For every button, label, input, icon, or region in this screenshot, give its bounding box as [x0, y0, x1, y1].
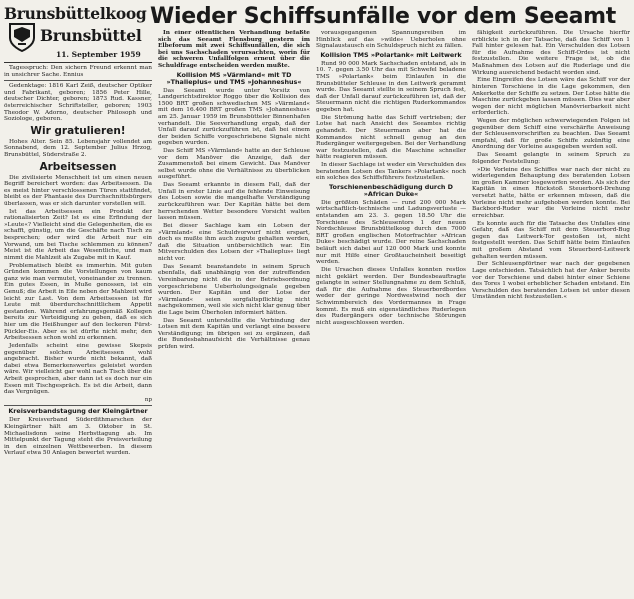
article-paragraph: Der Schleusenpförtner war nach der gegebenen Lage entschieden. Tatsächlich hat der Anker bereits vor der Torschiene und dabei hinter einer Schiene des Tores 1 wobei erheblicher Schaden entstand. Ein Verschulden des beratenden Lotsen ist unter diesen Umständen nicht festzustellen.« [472, 261, 630, 301]
article-paragraph: Die größten Schäden — rund 200 000 Mark wirtschaftlich-technische und Ladungsverluste — entstanden am 23. 3. gegen 18.50 Uhr die Torschiene des Schleusentors 1 der neuen Nordschleuse Brunsbüttelkoog durch den 7000 BRT großen englischen Motorfrachter »African Duke« beschädigt wurde. Der reine Sachschaden beläuft sich dabei auf 120 000 Mark und konnte nur mit Hilfe einer Großtaucheinheit beseitigt werden. [316, 199, 466, 266]
divider [4, 405, 152, 406]
article-paragraph: »Die Vorleine des Schiffes war nach der nicht zu widerlegenden Behauptung des beratenden Lotsen im großen Kammer losgeworfen worden. Als sich der Kapitän in einen Rückstoß Steuerbord-Drehung versetzt hatte, hätte er erkennen müssen, daß die Vorleine nicht mehr aufgehoben werden konnte. Bei Backbord-Ruder war die Vorleine nicht mehr erreichbar. [472, 166, 630, 219]
gratulieren-heading: Wir gratulieren! [30, 124, 126, 137]
kollision-heading: Kollision MS »Värmland« mit TD »Thalieplus« und TMS »Johanneshus« [166, 70, 302, 86]
african-duke-heading: Torschienenbeschädigung durch D »African Duke« [329, 182, 453, 198]
gedenktage: Gedenktage: 1816 Karl Zeiß, deutscher Optiker und Fabrikant, geboren; 1856 Peter Hille, deutscher Dichter, geboren; 1873 Rud. Kassner, österreichischer Schriftsteller, geboren; 1903 Theodor W. Adorno, deutscher Philosoph und Soziologe, geboren. [4, 83, 152, 123]
article-paragraph: Die Strömung hatte das Schiff vertrieben; der Lotse hat nach Ansicht des Seeamtes richtig gehandelt. Der Steuermann aber hat die Kommandos nicht schnell genug an den Rudergänger weitergegeben. Bei der Verhandlung war festzustellen, daß die Maschine schneller hätte reagieren müssen. [316, 114, 466, 161]
article-paragraph: fähigkeit zurückzuführen. Die Ursache hierfür erblickte ich in der Tatsache, daß das Schiff von 1 Fall hinter gelesen hat. Ein Verschulden des Lotsen für die Aufnahme des Schiff-Ordes ist nicht festzustellen. Die weitere Frage ist, ob die Maßnahmen des Lotsen auf die Ruderlage und die Wirkung ausreichend bedacht worden sind. [472, 30, 630, 76]
article-paragraph: Das Seeamt unterstellte die Verbindung der Lotsen mit dem Kapitän und verlangt eine bessere Verständigung; im übrigen sei zu ergänzen, daß die Bundesbahnaufsicht die Verhältnisse genau prüfen wird. [158, 317, 310, 351]
kreisverband-text: Der Kreisverband Süderdithmarschen der Kleingärtner hält am 3. Oktober in St. Michaelisdonn seine Herbsttagung ab. Im Mittelpunkt der Tagung steht die Preisverteilung in den einzelnen Wettbewerben. In diesem Verlauf etwa 50 Anlagen bewertet wurden. [4, 417, 152, 457]
divider [4, 62, 152, 63]
article-paragraph: Das Seeamt erkannte in diesem Fall, daß der Unfall in erster Linie auf die fehlende Einweisung des Lotsen sowie die mangelhafte Verständigung zurückzuführen war. Der Kapitän hätte bei dem herrschenden Wetter besondere Vorsicht walten lassen müssen. [158, 182, 310, 222]
article-paragraph: Eine Eingreifen des Lotsen wäre das Schiff vor der hinteren Torschiene in die Lage gekommen, den Ankerkette der Schiffe zu setzen. Der Lotse hätte die Maschine zurückgeben lassen müssen. Dies war aber wegen der nicht möglichen Manövrierbarkeit nicht erforderlich. [472, 77, 630, 117]
divider [4, 80, 152, 81]
issue-date: 11. September 1959 [56, 50, 141, 59]
masthead-title-line2: Brunsbüttel [40, 26, 142, 45]
page-headline: Wieder Schiffsunfälle vor dem Seeamt [150, 4, 617, 29]
article-intro: In einer öffentlichen Verhandlung befaßte sich das Seeamt Flensburg gestern im Elbeforum mit zwei Schiffsunfällen, die sich bei uns Sachschaden verursachten, worin für die schweren Unfallfolgen erneut über die Schuldfrage entscheiden werden mußte. [158, 30, 310, 69]
article-paragraph: Rund 90 000 Mark Sachschaden entstand, als in 10. 7. gegen 3.50 Uhr das mit Schwefel beladene TMS »Polartank« beim Einlaufen in die Brunsbütteler Schleuse in den Leitwerk gerammt wurde. Das Seeamt stellte in seinem Spruch fest, daß der Unfall darauf zurückzuführen ist, daß der Steuermann nicht die richtigen Ruderkommandos gegeben hat. [316, 60, 466, 113]
arbeitsessen-paragraph: Problematisch bleibt es immerhin. Mit guten Gründen kommen die Vorstellungen von kaum ganz wie man vermutet, voneinander zu trennen. Ein gutes Essen, in Muße genossen, ist ein Genuß; die Arbeit in Eile neben der Mahlzeit wird leicht zur Last. Von dem Arbeitsessen ist für Leute mit überdurchschnittlichem Appetit gestanden. Während erfahrungsgemäß Kollegen bereits zur Verteidigung zu geben, daß es sich hier um die Heißhunger auf den leckeren Fürst-Pückler-Eis. Aber es ist dürfte nicht mehr, den Arbeitsessen schon wohl zu erkennen. [4, 262, 152, 342]
author-signature: np [144, 396, 152, 403]
article-paragraph: Das Seeamt beanstandete in seinem Spruch ebenfalls, daß unabhängig von der zutreffenden Vereinbarung nicht die in der Betriebsordnung vorgeschriebene Ueberholungssignale gegeben wurden. Der Kapitän und der Lotse der »Värmland« seien sorgfaltspflichtig nicht nachgekommen, weil sie sich nicht klar genug über die Lage beim Überholen informiert hätten. [158, 263, 310, 316]
gratulieren-text: Hohes Alter. Sein 85. Lebensjahr vollendet am Sonnabend, dem 12. September Julius Hrzog, Brunsbüttel, Süderstraße 2. [4, 138, 152, 158]
article-paragraph: Bei dieser Sachlage kam ein Lotsen der »Värmland« eine Schuldvorwurf nicht erspart, doch es mußte ihm auch zugute gehalten werden, daß die Situation unübersichtlich war. Ein Mitverschulden des Lotsen der »Thalieplus« liegt nicht vor. [158, 223, 310, 262]
column-2 [158, 30, 310, 595]
article-paragraph: Das Seeamt gelangte in seinem Spruch zu folgender Feststellung: [472, 152, 630, 165]
article-paragraph: Wegen der möglichen schwerwiegenden Folgen ist gegenüber dem Schiff eine verschärfte Anweisung der Schleusenvorschriften zu beachten. Das Seeamt empfahl, daß für große Schiffe zukünftig eine Anordnung der Vorleine ausgegeben werden soll. [472, 118, 630, 151]
tagesspruch: Tagesspruch: Den sichern Freund erkennt man in unsichrer Sache. Ennius [4, 65, 152, 78]
masthead [4, 4, 146, 62]
arbeitsessen-paragraph: Ist das Arbeitsessen ein Produkt der rationalisierten Zeit? Ist es eine Erfindung der »Leute«? Vielleicht sind die Gelegenheiten, die es schafft, günstig, um die Geschäfte nach Tisch zu besprechen; oder wird die Arbeit nur ein Vorwand, um bei Tische schlemmen zu können? Meist ist die Arbeit das Wesentliche, und man nimmt die Mahlzeit als Zugabe mit in Kauf. [4, 208, 152, 261]
article-paragraph: Es konnte auch für die Tatsache des Unfalles eine Gefahr, daß das Schiff mit dem Steuerbord-Bug gegen das Leitwerk-Tor gestoßen ist, nicht festgestellt werden. Das Schiff hätte beim Einlaufen mit großem Abstand vom Steuerbord-Leitwerk gehalten werden müssen. [472, 220, 630, 260]
column-4 [472, 30, 630, 595]
coat-of-arms-icon [8, 22, 36, 52]
kreisverband-heading: Kreisverbandstagung der Kleingärtner [8, 407, 148, 416]
article-paragraph: Das Schiff MS »Värmland« hatte an der Schleuse vor dem Manöver die Anzeige, daß der Zusammenstoß bei einem Gewicht. Das Manöver selbst wurde ohne die Verhältnisse zu überblicken ausgeführt. [158, 148, 310, 181]
column-3 [316, 30, 466, 595]
article-paragraph: In dieser Sachlage ist weder ein Verschulden des beratenden Lotsen des Tankers »Polartank« noch ein solches des Schiffsführers festzustellen. [316, 162, 466, 182]
polartank-heading: Kollision TMS »Polartank« mit Leitwerk [320, 50, 462, 59]
article-paragraph: Das Seeamt wurde unter Vorsitz von Landgerichtsdirektor Roggo über die Kollision des 1500 BRT großen schwedischen MS »Värmland« mit dem 16.400 BRT großen TMS »Johanneshus« am 25. Januar 1959 im Brunsbütteler Binnenhafen verhandelt. Die Seeverhandlung ergab, daß der Unfall darauf zurückzuführen ist, daß bei einem der beiden Schiffe vorgeschriebene Signale nicht gegeben wurden. [158, 87, 310, 147]
arbeitsessen-paragraph: Die zivilisierte Menschheit ist um einen neuen Begriff bereichert worden: das Arbeitsessen. Da es meist hinter verschlossenen Türen stattfindet, bleibt es der Phantasie des Durchschnittsbürgers überlassen, was er sich darunter vorstellen will. [4, 174, 152, 207]
article-paragraph: vorausgegangenen Spannungsreiben im Hinblick auf das »wilde« Ueberholen ohne Signalaustausch ein Schuldspruch nicht zu fällen. [316, 30, 466, 50]
masthead-title-line1: Brunsbüttelkoog [4, 4, 147, 23]
arbeitsessen-heading: Arbeitsessen [39, 160, 117, 173]
arbeitsessen-paragraph: Jedenfalls scheint eine gewisse Skepsis gegenüber solchen Arbeitsessen wohl angebracht. Bisher wurde nicht bekannt, daß dabei etwa Bemerkenswertes geleistet worden wäre. Wir vielleicht gar wohl nach Tisch über die Arbeit gesprochen, aber dann ist es doch nur ein Essen mit Tischgespräch. Es ist die Arbeit, dann das Vergnügen. [4, 342, 152, 396]
article-paragraph: Die Ursachen dieses Unfalles konnten restlos nicht geklärt werden. Der Bundesbeauftragte gelangte in seiner Stellungnahme zu dem Schluß, daß für die Aufnahme des Steuerbordbordes weder der geringe Nordwestwind noch der Schwimmbereich des Vordermannes in Frage kommt. Es muß ein eigenständliches Ruderlegen des Rudergängers oder technische Störungen nicht ausgeschlossen werden. [316, 266, 466, 326]
column-1 [4, 60, 152, 595]
